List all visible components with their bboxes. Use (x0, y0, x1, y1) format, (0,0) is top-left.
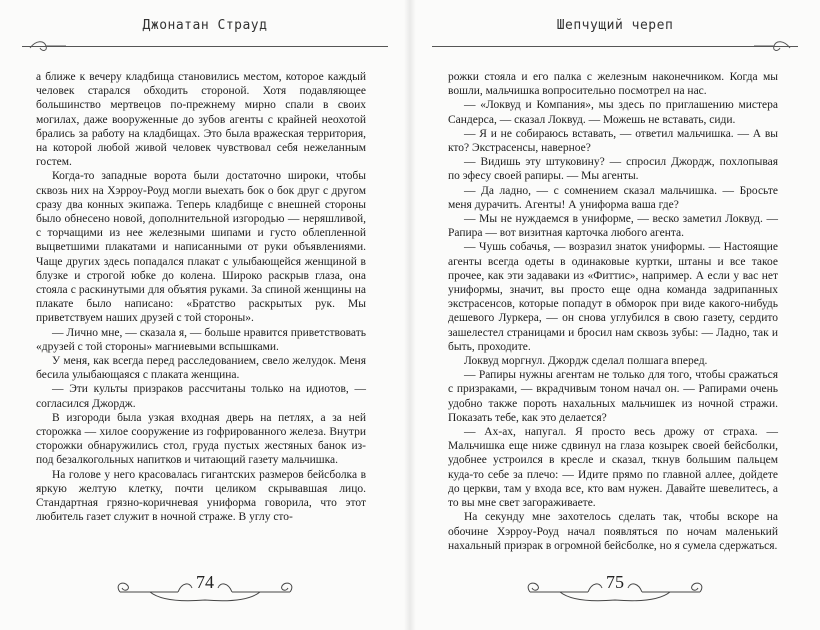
paragraph: рожки стояла и его палка с железным наконечником. Когда мы вошли, мальчишка вопросительно посмотрел на нас. (448, 71, 778, 98)
left-running-head-title: Джонатан Страуд (142, 18, 268, 33)
paragraph: На секунду мне захотелось сделать так, чтобы вскоре на обочине Хэрроу-Роуд начал появляться по ночам маленький нахальный призрак в огромной бейсболке, но я сумела сдержаться. (448, 511, 778, 552)
left-running-head (0, 18, 410, 52)
paragraph: — Видишь эту штуковину? — спросил Джордж, похлопывая по эфесу своей рапиры. — Мы агенты. (448, 156, 778, 183)
right-page-number: 75 (606, 572, 624, 592)
left-header-flourish-icon (18, 38, 78, 54)
paragraph: — Эти культы призраков рассчитаны только на идиотов, — согласился Джордж. (36, 383, 366, 410)
paragraph: — Лично мне, — сказала я, — больше нравится приветствовать «друзей с той стороны» магниевыми вспышками. (36, 326, 366, 353)
paragraph: — Я и не собираюсь вставать, — ответил мальчишка. — А вы кто? Экстрасенсы, наверное? (448, 127, 778, 155)
paragraph: — Чушь собачья, — возразил знаток униформы. — Настоящие агенты всегда одеты в одинаковые куртки, штаны и все такое прочее, как эти задаваки из «Фиттис», например. А если у вас нет униформы, значит, вы просто еще одна команда задрипанных экстрасенсов, которые попадут в обморок при виде какого-нибудь дешевого Луркера, — он снова углубился в свою газету, сердито зашелестел страницами и бросил нам сквозь зубы: — Ладно, так и быть, проходите. (448, 241, 778, 353)
paragraph: В изгороди была узкая входная дверь на петлях, а за ней сторожка — хилое сооружение из гофрированного железа. Внутри сторожки обнаружились стол, груда пустых жестяных банок из-под безалкогольных напитков и читающий газету мальчишка. (36, 411, 366, 467)
paragraph: У меня, как всегда перед расследованием, свело желудок. Меня бесила улыбающаяся с плаката женщина. (36, 355, 366, 382)
paragraph: Локвуд моргнул. Джордж сделал полшага вперед. (464, 355, 708, 368)
paragraph: На голове у него красовалась гигантских размеров бейсболка в яркую желтую клетку, почти целиком скрывавшая лицо. Стандартная грязно-коричневая униформа говорила, что этот любитель газет служит в ночной страже. В углу сто- (36, 468, 366, 524)
paragraph: — Рапиры нужны агентам не только для того, чтобы сражаться с призраками, — вкрадчивым тоном начал он. — Рапирами очень удобно также пороть нахальных мальчишек из ночной стражи. Показать тебе, как это делается? (448, 369, 778, 424)
right-folio (410, 570, 820, 610)
paragraph: — «Локвуд и Компания», мы здесь по приглашению мистера Сандерса, — сказал Локвуд. — Можешь не вставать, сиди. (448, 99, 778, 126)
right-page (410, 0, 820, 630)
paragraph: а ближе к вечеру кладбища становились местом, которое каждый человек старался обходить стороной. Хотя подавляющее большинство мертвецов по-прежнему мирно спали в своих могилах, даже вооруженные до зубов агенты с крайней неохотой брались за работу на кладбищах. Это была вражеская территория, на которой любой живой человек чувствовал себя нежеланным гостем. (36, 71, 366, 169)
paragraph: — Мы не нуждаемся в униформе, — веско заметил Локвуд. — Рапира — вот визитная карточка любого агента. (448, 213, 778, 240)
paragraph: — Ах-ах, напугал. Я просто весь дрожу от страха. — Мальчишка еще ниже сдвинул на глаза козырек своей бейсболки, удобнее устроился в кресле и сказал, ткнув большим пальцем куда-то себе за плечо: — Идите прямо по главной аллее, дойдете до церкви, там у входа все, кто вам нужен. Давайте шевелитесь, а то вы мне свет загораживаете. (448, 426, 778, 510)
right-body-text (448, 70, 778, 553)
paragraph: Когда-то западные ворота были достаточно широки, чтобы сквозь них на Хэрроу-Роуд могли выехать бок о бок друг с другом сразу два конных экипажа. Теперь кладбище с внешней стороны было обнесено новой, дополнительной изгородью — неряшливой, с торчащими из нее железными шипами и густо облепленной выцветшими плакатами и написанными от руки объявлениями. Чаще других здесь попадался плакат с улыбающейся женщиной в блузке и строгой юбке до колена. Широко раскрыв глаза, она стояла с раскинутыми для объятия руками. За спиной женщины на плакате было написано: «Братство раскрытых рук. Мы приветствуем наших друзей с той стороны». (36, 170, 366, 325)
left-body-text (36, 70, 366, 525)
right-header-flourish-icon (742, 38, 802, 54)
right-running-head-title: Шепчущий череп (556, 18, 674, 33)
paragraph: — Да ладно, — с сомнением сказал мальчишка. — Бросьте меня дурачить. Агенты! А униформа ваша где? (448, 184, 778, 211)
left-folio (0, 570, 410, 610)
left-page-number: 74 (196, 572, 214, 592)
right-running-head (410, 18, 820, 52)
